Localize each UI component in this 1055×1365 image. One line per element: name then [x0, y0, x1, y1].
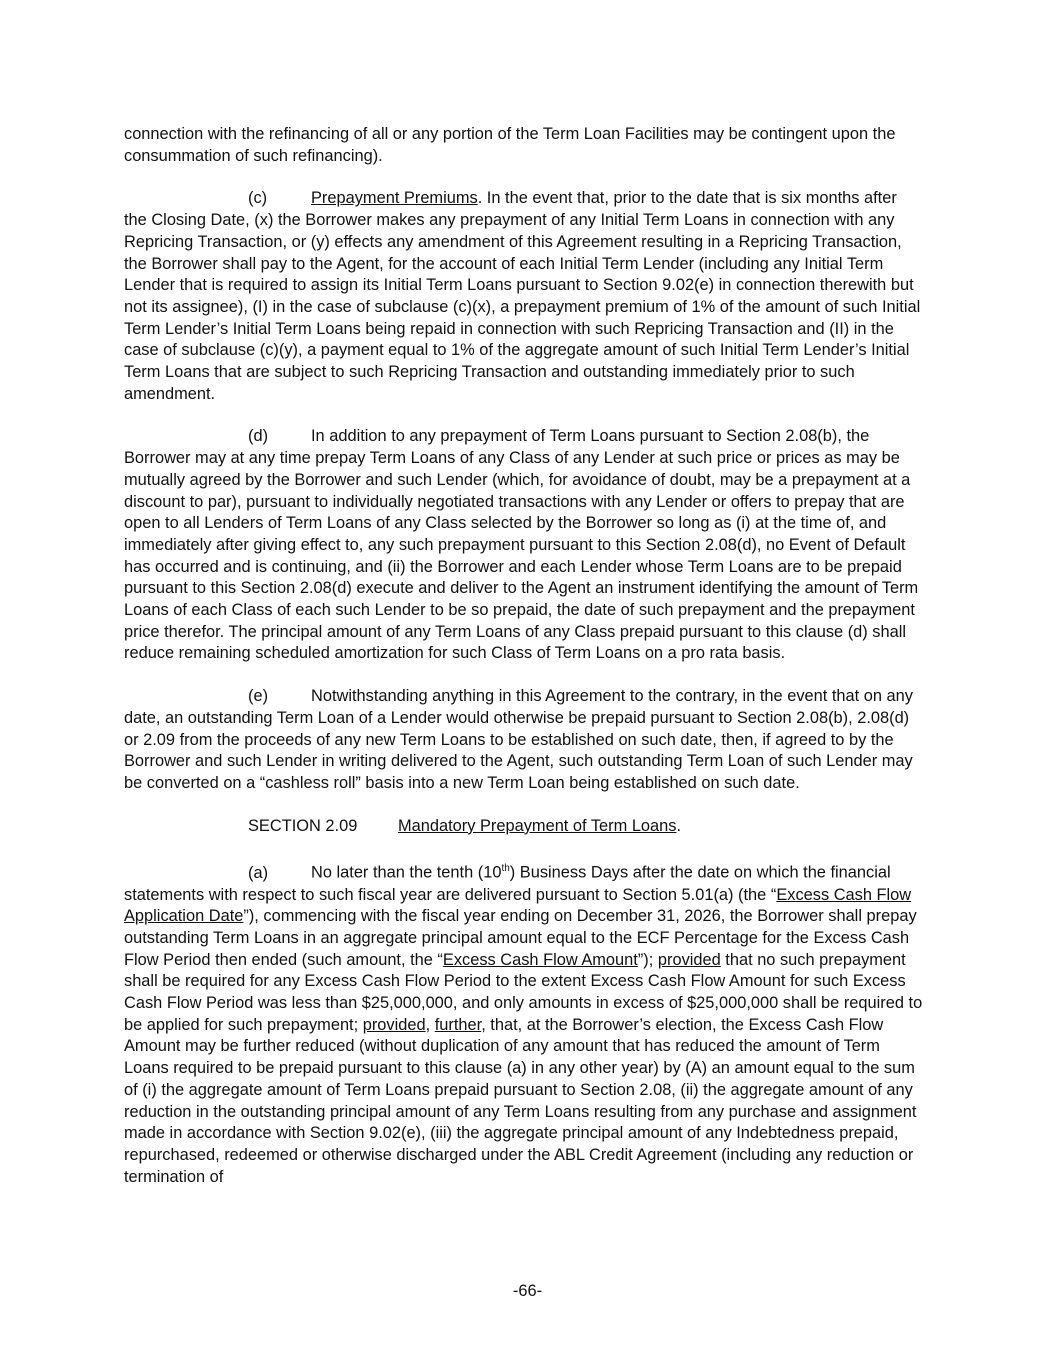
paragraph-209a-text-6: , — [425, 1015, 435, 1034]
document-page — [124, 124, 924, 1188]
section-heading — [124, 816, 924, 838]
paragraph-209a-text-7: , that, at the Borrower’s election, the Excess Cash Flow Amount may be further reduced (without duplication of any amount that has reduced the amount of Term Loans required to be prepaid pursuant to this clause (a) in any other year) by (A) an amount equal to the sum of (i) the aggregate amount of Term Loans prepaid pursuant to Section 2.08, (ii) the aggregate amount of any reduction in the outstanding principal amount of any Term Loans resulting from any purchase and assignment made in accordance with Section 9.02(e), (iii) the aggregate principal amount of any Indebtedness prepaid, repurchased, redeemed or otherwise discharged under the ABL Credit Agreement (including any reduction or termination of — [124, 1015, 917, 1186]
paragraph-e-text: Notwithstanding anything in this Agreement to the contrary, in the event that on any date, an outstanding Term Loan of a Lender would otherwise be prepaid pursuant to Section 2.08(b), 2.08(d) or 2.09 from the proceeds of any new Term Loans to be established on such date, then, if agreed to by the Borrower and such Lender in writing delivered to the Agent, such outstanding Term Loan of such Lender may be converted on a “cashless roll” basis into a new Term Loan being established on such date. — [124, 687, 913, 792]
paragraph-c-title: Prepayment Premiums — [311, 189, 478, 208]
paragraph-209a-label: (a) — [248, 863, 269, 882]
paragraph-d-label: (d) — [248, 427, 269, 446]
paragraph-d — [124, 426, 924, 665]
paragraph-209a-text-3: ”), commencing with the fiscal year ending on December 31, 2026, the Borrower shall prepay outstanding Term Loans in an aggregate principal amount equal to the ECF Percentage for the Excess Cash Flow Period then ended (such amount, the “ — [124, 907, 917, 969]
paragraph-209a-text-1: No later than the tenth (10 — [311, 863, 502, 882]
paragraph-c — [124, 188, 924, 405]
term-provided-2: provided — [362, 1015, 426, 1034]
term-further: further — [434, 1015, 482, 1034]
paragraph-d-text: In addition to any prepayment of Term Loans pursuant to Section 2.08(b), the Borrower may at any time prepay Term Loans of any Class of any Lender at such price or prices as may be mutually agreed by the Borrower and such Lender (which, for avoidance of doubt, may be a prepayment at a discount to par), pursuant to individually negotiated transactions with any Lender or offers to prepay that are open to all Lenders of Term Loans of any Class selected by the Borrower so long as (i) at the time of, and immediately after giving effect to, any such prepayment pursuant to this Section 2.08(d), no Event of Default has occurred and is continuing, and (ii) the Borrower and each Lender whose Term Loans are to be prepaid pursuant to this Section 2.08(d) execute and deliver to the Agent an instrument identifying the amount of Term Loans of each Class of each such Lender to be so prepaid, the date of such prepayment and the prepayment price therefor. The principal amount of any Term Loans of any Class prepaid pursuant to this clause (d) shall reduce remaining scheduled amortization for such Class of Term Loans on a pro rata basis. — [124, 427, 919, 663]
defined-term-ecf-application-date: Excess Cash Flow Application Date — [124, 885, 912, 926]
paragraph-c-label: (c) — [248, 189, 268, 208]
paragraph-continuation: connection with the refinancing of all or any portion of the Term Loan Facilities may be contingent upon the consummation of such refinancing). — [124, 125, 896, 165]
paragraph-209a-text-2: ) Business Days after the date on which the financial statements with respect to such fiscal year are delivered pursuant to Section 5.01(a) (the “ — [124, 863, 891, 904]
paragraph-e — [124, 686, 924, 795]
term-provided: provided — [657, 950, 721, 969]
defined-term-ecf-amount: Excess Cash Flow Amount — [442, 950, 638, 969]
section-title: Mandatory Prepayment of Term Loans — [398, 816, 677, 835]
paragraph-209a-text-5: that no such prepayment shall be required for any Excess Cash Flow Period to the extent Excess Cash Flow Amount for such Excess Cash Flow Period was less than $25,000,000, and only amounts in excess of $25,000,000 shall be required to be applied for such prepayment; — [124, 950, 923, 1034]
section-title-period: . — [676, 816, 682, 835]
section-number: SECTION 2.09 — [248, 816, 358, 835]
paragraph-209a — [124, 858, 924, 1188]
ordinal-superscript: th — [501, 863, 510, 875]
paragraph-e-label: (e) — [248, 687, 269, 706]
paragraph-209a-text-4: ”); — [637, 950, 658, 969]
page-number: -66- — [512, 1282, 543, 1300]
paragraph-c-text: . In the event that, prior to the date that is six months after the Closing Date, (x) the Borrower makes any prepayment of any Initial Term Loans in connection with any Repricing Transaction, or (y) effects any amendment of this Agreement resulting in a Repricing Transaction, the Borrower shall pay to the Agent, for the account of each Initial Term Lender (including any Initial Term Lender that is required to assign its Initial Term Loans pursuant to Section 9.02(e) in connection therewith but not its assignee), (I) in the case of subclause (c)(x), a prepayment premium of 1% of the amount of such Initial Term Lender’s Initial Term Loans being repaid in connection with such Repricing Transaction and (II) in the case of subclause (c)(y), a payment equal to 1% of the aggregate amount of such Initial Term Lender’s Initial Term Loans that are subject to such Repricing Transaction and outstanding immediately prior to such amendment. — [124, 189, 921, 403]
